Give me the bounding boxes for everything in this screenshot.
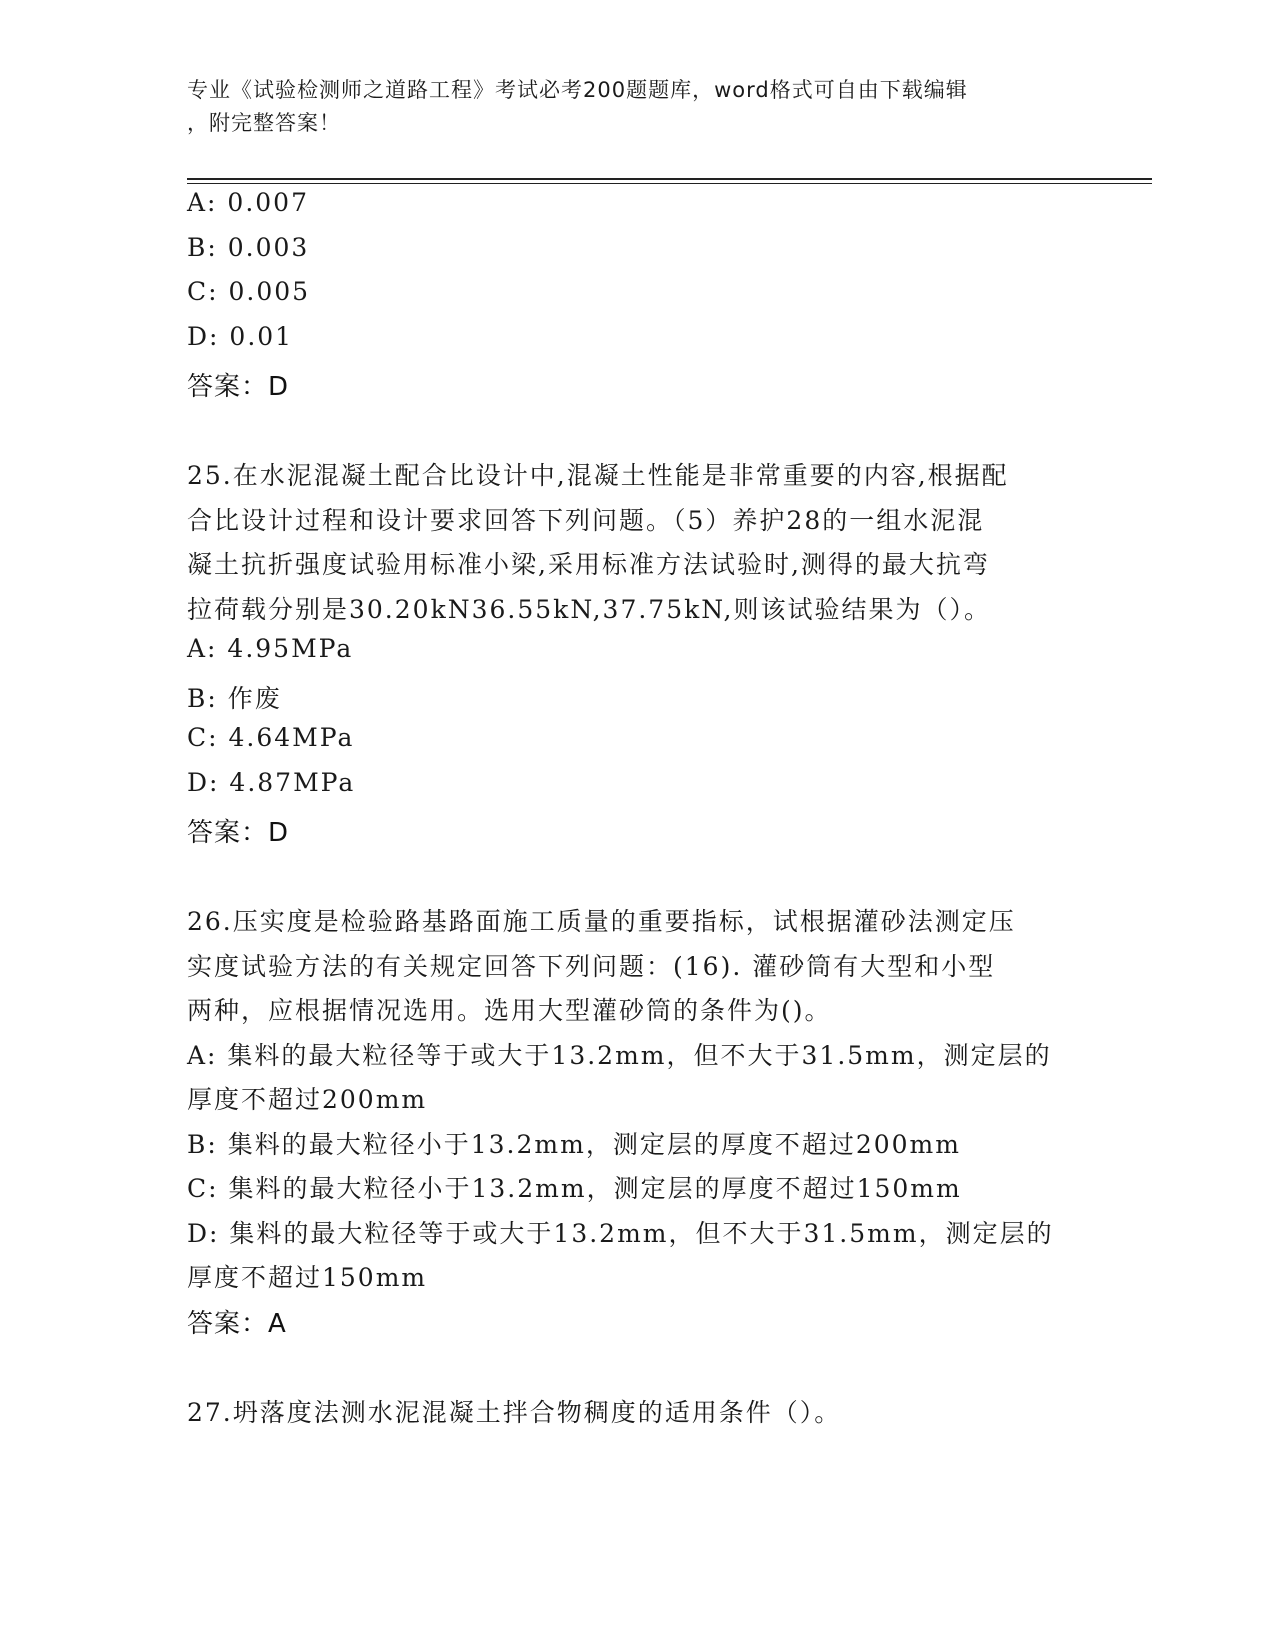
header-text-line1: 专业《试验检测师之道路工程》考试必考200题题库，word格式可自由下载编辑	[187, 78, 968, 102]
option-a: A: 4.95MPa	[187, 634, 354, 663]
option-d: D: 集料的最大粒径等于或大于13.2mm，但不大于31.5mm，测定层的	[187, 1219, 1054, 1248]
question-text-line: 25.在水泥混凝土配合比设计中,混凝土性能是非常重要的内容,根据配	[187, 461, 1009, 490]
question-text-line: 实度试验方法的有关规定回答下列问题：(16). 灌砂筒有大型和小型	[187, 952, 996, 981]
option-d: D: 0.01	[187, 322, 294, 351]
answer: 答案：D	[187, 372, 290, 402]
header-text-line2: ，附完整答案！	[187, 111, 341, 135]
option-b: B: 作废	[187, 684, 282, 713]
option-d: D: 4.87MPa	[187, 768, 356, 797]
answer: 答案：A	[187, 1309, 287, 1339]
question-text-line: 27.坍落度法测水泥混凝土拌合物稠度的适用条件（）。	[187, 1398, 842, 1427]
option-c: C: 4.64MPa	[187, 723, 355, 752]
question-text-line: 合比设计过程和设计要求回答下列问题。（5）养护28的一组水泥混	[187, 506, 985, 535]
header-divider-thin	[187, 183, 1152, 184]
question-text-line: 两种，应根据情况选用。选用大型灌砂筒的条件为()。	[187, 996, 832, 1025]
option-a-continued: 厚度不超过200mm	[187, 1085, 428, 1114]
option-b: B: 0.003	[187, 233, 310, 262]
option-a: A: 0.007	[187, 188, 309, 217]
option-a: A: 集料的最大粒径等于或大于13.2mm，但不大于31.5mm，测定层的	[187, 1041, 1052, 1070]
header-divider	[187, 178, 1152, 180]
option-b: B: 集料的最大粒径小于13.2mm，测定层的厚度不超过200mm	[187, 1130, 961, 1159]
option-c: C: 0.005	[187, 277, 311, 306]
option-c: C: 集料的最大粒径小于13.2mm，测定层的厚度不超过150mm	[187, 1174, 962, 1203]
question-text-line: 拉荷载分别是30.20kN36.55kN,37.75kN,则该试验结果为（）。	[187, 595, 991, 624]
page-header	[187, 74, 1067, 140]
option-d-continued: 厚度不超过150mm	[187, 1263, 428, 1292]
question-text-line: 凝土抗折强度试验用标准小梁,采用标准方法试验时,测得的最大抗弯	[187, 550, 990, 579]
answer: 答案：D	[187, 818, 290, 848]
question-text-line: 26.压实度是检验路基路面施工质量的重要指标，试根据灌砂法测定压	[187, 907, 1016, 936]
